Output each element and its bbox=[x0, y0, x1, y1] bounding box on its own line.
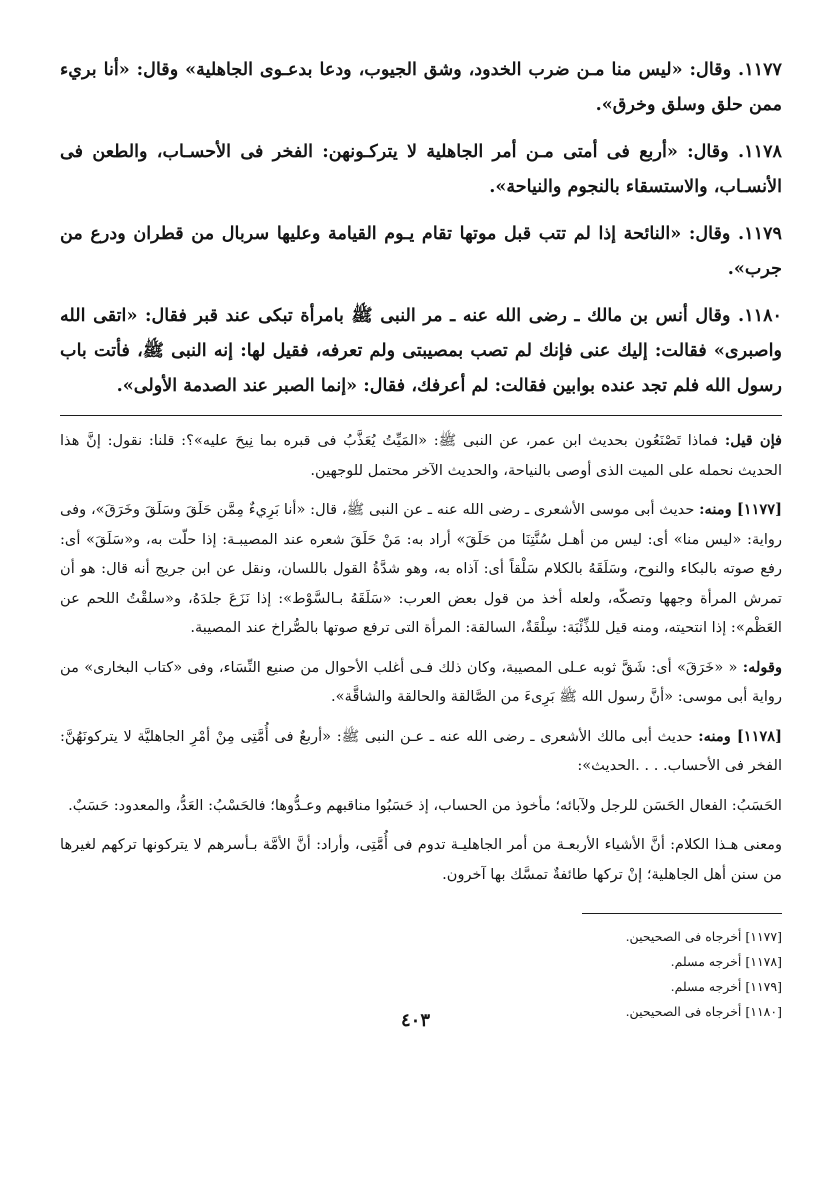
hadith-number-dot: . bbox=[738, 305, 745, 326]
commentary-paragraph bbox=[60, 653, 782, 712]
footnote: [١١٧٩] أخرجه مسلم. bbox=[670, 979, 782, 994]
hadith-number-dot: . bbox=[738, 59, 745, 80]
footnote-divider bbox=[582, 913, 782, 914]
hadith-text: وقال: «ليس منا مـن ضرب الخدود، وشق الجيوب، ودعا بدعـوى الجاهلية» وقال: «أنا بريء ممن حلق وسلق وخرق». bbox=[60, 59, 782, 115]
hadith-text: وقال: «أربع فى أمتى مـن أمر الجاهلية لا يتركـونهن: الفخر فى الأحسـاب، والطعن فى الأنسـاب، والاستسقاء بالنجوم والنياحة». bbox=[60, 141, 782, 197]
page-number: ٤٠٣ bbox=[400, 1010, 430, 1031]
commentary-text: حديث أبى مالك الأشعرى ـ رضى الله عنه ـ عـن النبى ﷺ: «أربعٌ فى أُمَّتِى مِنْ أمْرِ الجاهليَّة لا يتركونَهُنَّ: الفخر فى الأحساب. . . .الحديث»: bbox=[60, 727, 782, 774]
commentary-lead: وقوله: bbox=[742, 658, 782, 676]
footnotes bbox=[60, 924, 782, 1024]
hadith-number: ١١٧٩ bbox=[744, 223, 782, 244]
commentary-lead: [١١٧٧] ومنه: bbox=[699, 501, 782, 518]
hadith-text: وقال أنس بن مالك ـ رضى الله عنه ـ مر النبى ﷺ بامرأة تبكى عند قبر فقال: «اتقى الله واصبرى» فقالت: إليك عنى فإنك لم تصب بمصيبتى ولم تعرفه، فقيل لها: إنه النبى ﷺ، فأتت باب رسول الله فلم تجد عنده بوابين فقالت: لم أعرفك، فقال: «إنما الصبر عند الصدمة الأولى». bbox=[60, 305, 782, 396]
commentary-text: حديث أبى موسى الأشعرى ـ رضى الله عنه ـ عن النبى ﷺ، قال: «أنا بَرِيءٌ مِمَّن حَلَقَ وسَلَقَ وخَرَقَ»، وفى رواية: «ليس منا» أى: ليس من أهـل سُنَّتِنَا من حَلَقَ» أراد به: مَنْ حَلَقَ شعره عند المصيبـة: إذا حلّت به، و«سَلَقَ» أى: رفع صوته بالبكاء والنوح، وسَلَقَهُ بالكلام سَلْقاً أى: آذاه به، وهو شدَّةُ القول باللسان، ونقل عن ابن جريج أنه قال: هو أن تمرش المرأة وجهها وتصكّه، ولعله أخذ من قول بعض العرب: «سَلَقَهُ بـالسَّوْط»: إذا نَزَعَ جلدَهُ، و«سلقْتُ اللحم عن العَظْم»: إذا انتحيته، ومنه قيل للذِّئْبَة: سِلْقَةٌ، السالقة: المرأة التى ترفع صوتها بالصُّراخ عند المصيبة. bbox=[60, 501, 782, 636]
commentary-section bbox=[60, 426, 782, 889]
footnote: [١١٨٠] أخرجاه فى الصحيحين. bbox=[625, 1004, 782, 1019]
commentary-lead: فإن قيل: bbox=[724, 432, 783, 449]
page-body bbox=[60, 52, 782, 1024]
hadith-1179 bbox=[60, 216, 782, 286]
commentary-paragraph bbox=[60, 791, 782, 821]
hadith-1177 bbox=[60, 52, 782, 122]
footnote: [١١٧٨] أخرجه مسلم. bbox=[670, 954, 782, 969]
footnote: [١١٧٧] أخرجاه فى الصحيحين. bbox=[625, 929, 782, 944]
hadith-1180 bbox=[60, 298, 782, 403]
commentary-text: « «خَرَقَ» أى: شَقَّ ثوبه عـلى المصيبة، وكان ذلك فـى أغلب الأحوال من صنيع النِّسَاء، وفى «كتاب البخارى» من رواية أبى موسى: «أنَّ رسول الله ﷺ بَرِىءَ من الصَّالقة والحالقة والشاقَّة». bbox=[60, 658, 782, 705]
hadith-number-dot: . bbox=[738, 223, 745, 244]
commentary-lead: [١١٧٨] ومنه: bbox=[698, 727, 783, 745]
commentary-paragraph bbox=[60, 426, 782, 485]
commentary-text: فماذا تَصْنَعُون بحديث ابن عمر، عن النبى ﷺ: «المَيِّتُ يُعَذَّبُ فى قبره بما نِيحَ عليه»؟: قلنا: نقول: إنَّ هذا الحديث نحمله على الميت الذى أوصى بالنياحة، والحديث الآخر محتمل للوجهين. bbox=[60, 432, 782, 479]
section-divider bbox=[60, 415, 782, 416]
hadith-section bbox=[60, 52, 782, 403]
hadith-number-dot: . bbox=[738, 141, 745, 162]
commentary-text: ومعنى هـذا الكلام: أنَّ الأشياء الأربعـة من أمر الجاهليـة تدوم فى أُمَّتِى، وأراد: أنَّ الأمَّة بـأسرهم لا يتركونها تركهم لغيرها من سنن أهل الجاهلية؛ إنْ تركها طائفةٌ تمسَّك بها آخرون. bbox=[60, 836, 782, 883]
hadith-number: ١١٧٧ bbox=[744, 59, 782, 80]
commentary-paragraph bbox=[60, 830, 782, 889]
commentary-text: الحَسَبُ: الفعال الحَسَن للرجل ولآبائه؛ مأخوذ من الحساب، إذ حَسَبُوا مناقبهم وعـدُّوها؛ فالحَسْبُ: العَدُّ، والمعدود: حَسَبٌ. bbox=[68, 796, 782, 814]
hadith-number: ١١٧٨ bbox=[744, 141, 782, 162]
hadith-text: وقال: «النائحة إذا لم تتب قبل موتها تقام يـوم القيامة وعليها سربال من قطران ودرع من جرب». bbox=[60, 223, 782, 279]
hadith-number: ١١٨٠ bbox=[744, 305, 782, 326]
commentary-paragraph bbox=[60, 722, 782, 781]
commentary-paragraph bbox=[60, 495, 782, 643]
hadith-1178 bbox=[60, 134, 782, 204]
